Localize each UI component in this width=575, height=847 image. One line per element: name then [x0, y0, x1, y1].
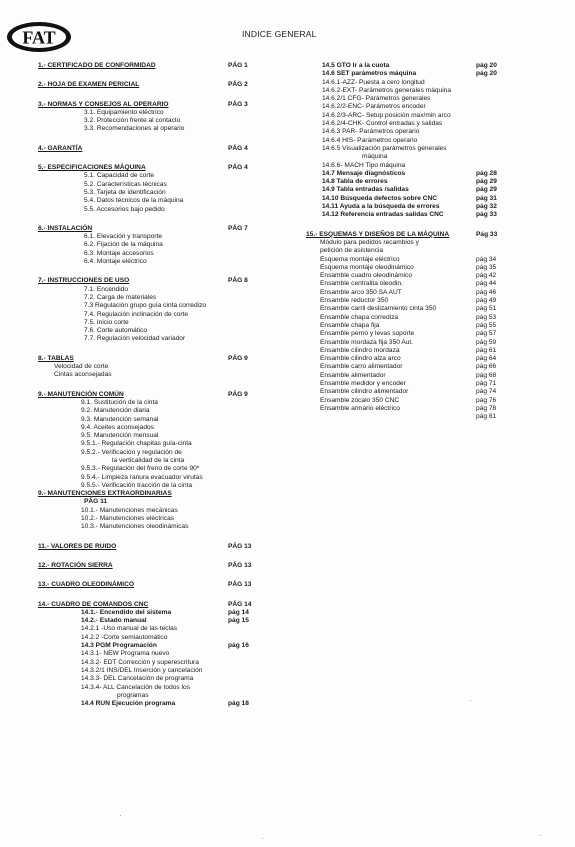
toc-section — [38, 391, 260, 399]
toc-entry — [38, 449, 260, 457]
toc-entry-text: 14.6 SET parámetros máquina — [322, 70, 417, 78]
toc-entry-text: 14.3.4- ALL Cancelación de todos los — [81, 683, 190, 691]
toc-entry-text: 5.1. Capacidad de corte — [84, 172, 155, 180]
toc-entry-text: 14.6.2/1 CFG- Parámetros generales — [322, 95, 431, 103]
toc-entry-text: 3.3. Recomendaciones al operario — [84, 125, 185, 133]
toc-entry-text: Ensamble cuadro oleodinámico — [320, 272, 413, 280]
toc-entry — [38, 659, 260, 667]
toc-entry-text: 14.6.5 Visualización parámetros generales — [322, 144, 447, 152]
toc-entry-text: 8.- TABLAS — [38, 354, 74, 362]
toc-entry — [306, 297, 566, 305]
toc-entry-text: 1.- CERTIFICADO DE CONFORMIDAD — [38, 62, 156, 69]
toc-page-number: PÁG 7 — [228, 224, 248, 232]
toc-page-number: PÁG 3 — [228, 100, 248, 108]
toc-entry — [38, 258, 260, 266]
toc-entry-text: 14.6.3 PAR- Parámetros operario — [322, 128, 420, 136]
toc-entry-text: Ensamble perno y levas soporte — [320, 330, 415, 338]
toc-entry-text: 9.5.2.- Verificación y regulación de — [81, 448, 182, 456]
toc-entry-text: 6.4. Montaje eléctrico — [84, 258, 147, 266]
toc-entry-text: 5.5. Accesorios bajo pedido — [84, 205, 165, 213]
toc-entry-text: 14.8 Tabla de errores — [322, 178, 388, 186]
toc-entry — [38, 302, 260, 310]
toc-entry-text: Ensamble arco 350 SA AUT — [320, 288, 402, 296]
toc-entry-text: 14.2.1 -Uso manual de las teclas — [81, 625, 178, 633]
toc-entry — [38, 241, 260, 249]
toc-entry — [38, 416, 260, 424]
toc-entry-text: 9.3. Manutención semanal — [81, 415, 159, 423]
toc-page-number: pág 14 — [228, 608, 249, 616]
toc-entry — [38, 109, 260, 117]
toc-entry — [306, 413, 566, 421]
toc-entry-text: 3.2. Protección frente al contacto — [84, 117, 181, 125]
toc-entry-text: máquina — [362, 153, 388, 161]
toc-entry-text: 10.2.- Manutenciones eléctricas — [81, 515, 175, 523]
toc-entry-text: 14.2.2 -Corte semiautomático — [81, 633, 168, 641]
toc-entry — [306, 128, 566, 136]
toc-section — [38, 581, 260, 589]
toc-entry-text: 14.6.1-AZZ- Puesta a cero longitud — [322, 78, 425, 86]
toc-entry-text: 5.3. Tarjeta de identificación — [84, 188, 166, 196]
fat-logo — [5, 20, 73, 54]
toc-entry-text: 6.1. Elevación y transporte — [84, 233, 163, 241]
toc-entry — [38, 432, 260, 440]
toc-entry — [38, 507, 260, 515]
toc-entry — [306, 95, 566, 103]
toc-page-number: pág 57 — [476, 330, 497, 338]
toc-entry — [38, 482, 260, 490]
toc-entry-text: 6.2. Fijación de la máquina — [84, 241, 163, 249]
toc-page-number: pág 71 — [476, 379, 497, 387]
toc-entry-text: 9.2. Manutención diaria — [81, 407, 150, 415]
toc-entry-text: 9.5.5.- Verificación tracción de la cinta — [81, 481, 193, 489]
toc-entry-text: 14.1.- Encendido del sistema — [81, 608, 172, 616]
toc-entry — [38, 197, 260, 205]
toc-entry-text: 14.6.4 HIS- Parámetros operario — [322, 136, 418, 144]
toc-entry-text: 14.10 Búsqueda defectos sobre CNC — [322, 194, 438, 202]
toc-section — [38, 225, 260, 233]
toc-entry-text: 9.4. Aceites aconsejados — [81, 423, 154, 431]
toc-page-number: PÁG 9 — [228, 390, 248, 398]
toc-entry — [306, 322, 566, 330]
scan-speck — [262, 838, 263, 839]
toc-entry — [306, 405, 566, 413]
toc-page-number: PÁG 13 — [228, 581, 252, 589]
toc-entry-text: 4.- GARANTÍA — [38, 144, 83, 152]
toc-entry-text: 14.3.3- DEL Cancelación de programa — [81, 675, 194, 683]
toc-entry-text: 14.7 Mensaje diagnósticos — [322, 169, 406, 177]
toc-entry — [306, 103, 566, 111]
toc-page-number: pág 78 — [476, 404, 497, 412]
toc-entry — [306, 363, 566, 371]
toc-entry — [38, 294, 260, 302]
toc-entry-text: Ensamble medidor y encoder — [320, 379, 406, 387]
toc-page-number: pág 28 — [476, 169, 497, 177]
toc-entry — [306, 145, 566, 153]
toc-page-number: pág 51 — [476, 305, 497, 313]
toc-entry — [306, 153, 566, 161]
toc-entry — [306, 137, 566, 145]
toc-section — [38, 101, 260, 109]
toc-entry — [38, 424, 260, 432]
toc-page-number: pág 44 — [476, 280, 497, 288]
toc-page-number: pág 64 — [476, 355, 497, 363]
toc-entry-text: 14.3.1- NEW Programa nuevo — [81, 650, 170, 658]
toc-entry — [38, 399, 260, 407]
toc-page-number: pág 42 — [476, 272, 497, 280]
toc-page-number: pág 16 — [228, 642, 249, 650]
toc-entry-text: programas — [117, 691, 149, 699]
toc-entry — [306, 380, 566, 388]
toc-page-number: PÁG 9 — [228, 354, 248, 362]
toc-entry-text: Ensamble chapa corrediza — [320, 313, 399, 321]
toc-entry-text: 12.- ROTACIÓN SIERRA — [38, 561, 113, 569]
toc-entry-text: Ensamble carro alimentador — [320, 363, 403, 371]
toc-entry-text: 3.- NORMAS Y CONSEJOS AL OPERARIO — [38, 100, 169, 108]
toc-entry — [38, 181, 260, 189]
toc-entry-text: 9.1. Sustitución de la cinta — [81, 398, 158, 406]
toc-page-number: pág 66 — [476, 363, 497, 371]
toc-entry-text: Esquema montaje oleodinámico — [320, 263, 414, 271]
toc-section — [38, 543, 260, 551]
toc-entry — [38, 684, 260, 692]
toc-page-number: pág 81 — [476, 413, 497, 421]
toc-entry-text: Ensamble carril deslizamiento cinta 350 — [320, 305, 437, 313]
toc-entry — [38, 407, 260, 415]
toc-entry-text: 14.3 PGM Programación — [81, 642, 157, 650]
toc-page-number: PÁG 14 — [228, 600, 252, 608]
toc-section — [38, 642, 260, 650]
toc-entry — [38, 286, 260, 294]
toc-entry-text: Ensamble armario eléctrico — [320, 404, 400, 412]
toc-section — [38, 617, 260, 625]
toc-section — [38, 164, 260, 172]
toc-entry-text: 9.- MANUTENCIÓN COMÚN — [38, 390, 124, 398]
toc-page-number: PÁG 2 — [228, 81, 248, 89]
toc-section — [38, 609, 260, 617]
toc-entry — [38, 172, 260, 180]
toc-entry — [306, 79, 566, 87]
toc-entry — [38, 125, 260, 133]
toc-entry — [38, 515, 260, 523]
toc-page-number: PÁG 13 — [228, 542, 252, 550]
toc-entry-text: 14.- CUADRO DE COMANDOS CNC — [38, 600, 149, 608]
toc-section — [38, 145, 260, 153]
toc-entry — [306, 305, 566, 313]
toc-entry — [38, 311, 260, 319]
toc-section — [306, 70, 566, 78]
toc-entry — [306, 162, 566, 170]
toc-entry-text: Ensamble cilindro alimentador — [320, 388, 409, 396]
toc-page-number: pág 29 — [476, 178, 497, 186]
toc-entry-text: Ensamble chapa fija — [320, 321, 380, 329]
toc-entry-text: 6.3. Montaje accesorios — [84, 249, 154, 257]
toc-entry-text: 14.3.2/1 INS/DEL Inserción y cancelación — [81, 666, 203, 674]
toc-page-number: pág 59 — [476, 338, 497, 346]
toc-entry — [38, 634, 260, 642]
toc-entry — [306, 347, 566, 355]
toc-entry-text: PÁG 11 — [84, 498, 108, 506]
toc-entry-text: 7.1. Encendido — [84, 285, 128, 293]
toc-entry — [38, 692, 260, 700]
toc-entry — [38, 250, 260, 258]
toc-entry — [306, 112, 566, 120]
toc-entry — [306, 247, 566, 255]
toc-entry-text: 14.12 Referencia entradas salidas CNC — [322, 211, 444, 219]
toc-page-number: pág 49 — [476, 297, 497, 305]
toc-entry-text: Ensamble centralita oleodin. — [320, 280, 403, 288]
toc-entry — [306, 272, 566, 280]
scan-speck — [540, 835, 541, 836]
toc-entry-text: 14.9 Tabla entradas /salidas — [322, 186, 409, 194]
toc-entry — [38, 675, 260, 683]
toc-entry — [306, 397, 566, 405]
toc-section — [306, 62, 566, 70]
toc-entry-text: 14.6.6- MACH Tipo máquina — [322, 161, 406, 169]
toc-entry — [306, 239, 566, 247]
toc-entry-text: 7.6. Corte automático — [84, 327, 148, 335]
toc-section — [38, 81, 260, 89]
toc-section — [38, 601, 260, 609]
toc-page-number: pág 55 — [476, 321, 497, 329]
toc-entry-text: 14.6.2/4-CHK- Control entradas y salidas — [322, 120, 443, 128]
toc-page-number: PÁG 4 — [228, 144, 248, 152]
toc-page-number: pág 35 — [476, 263, 497, 271]
toc-entry — [38, 465, 260, 473]
toc-entry — [38, 625, 260, 633]
toc-page-number: pág 33 — [476, 211, 497, 219]
toc-entry-text: 7.- INSTRUCCIONES DE USO — [38, 277, 130, 285]
toc-section — [38, 355, 260, 363]
toc-page-number: pág 32 — [476, 203, 497, 211]
toc-entry — [306, 120, 566, 128]
logo-text: FAT — [22, 27, 56, 48]
toc-page-number: pág 20 — [476, 70, 497, 78]
toc-entry-text: 7.3 Regulación grupo guía cinta corredizo — [84, 302, 207, 310]
toc-entry-text: 9.5. Manutención mensual — [81, 432, 159, 440]
toc-section — [38, 277, 260, 285]
toc-entry-text: Ensamble cilindro alza arco — [320, 355, 401, 363]
toc-entry — [38, 457, 260, 465]
toc-page-number: pág 18 — [228, 700, 249, 708]
toc-entry — [38, 233, 260, 241]
toc-entry-text: 14.6.2/2-ENC- Parámetros encoder — [322, 103, 426, 111]
toc-section — [306, 231, 566, 239]
toc-section — [306, 211, 566, 219]
toc-page-number: pág 61 — [476, 346, 497, 354]
toc-entry-text: 9.5.4.- Limpieza ranura evacuador virutas — [81, 473, 203, 481]
toc-entry — [306, 256, 566, 264]
toc-page-number: PÁG 13 — [228, 561, 252, 569]
toc-entry-text: 5.2. Características técnicas — [84, 180, 167, 188]
scan-speck — [120, 815, 121, 816]
toc-section — [38, 562, 260, 570]
toc-entry-text: 6.- INSTALACIÓN — [38, 224, 93, 232]
toc-entry-text: 11.- VALORES DE RUIDO — [38, 542, 117, 550]
toc-entry-text: 14.11 Ayuda a la búsqueda de errores — [322, 203, 440, 211]
toc-entry-text: 14.6.2/3-ARC- Setup posición max/min arco — [322, 111, 451, 119]
right-column — [306, 62, 566, 421]
toc-entry-text: 9.5.1.- Regulación chapitas guía-cinta — [81, 440, 192, 448]
toc-entry-text: 7.2. Carga de materiales — [84, 293, 157, 301]
toc-entry-text: 14.5 GTO Ir a la cuota — [322, 62, 390, 69]
toc-entry-text: 10.3.- Manutenciones oleodinámicas — [81, 523, 189, 531]
toc-entry-text: Ensamble alimentador — [320, 371, 386, 379]
toc-page-number: pág 53 — [476, 313, 497, 321]
toc-entry — [38, 206, 260, 214]
toc-entry-text: 15.- ESQUEMAS Y DISEÑOS DE LA MÁQUINA — [306, 230, 450, 238]
toc-entry — [38, 371, 260, 379]
toc-entry-text: Esquema montaje eléctrico — [320, 255, 400, 263]
toc-entry-text: 9.5.3.- Regulación del freno de corte 90º — [81, 465, 200, 473]
toc-section — [38, 498, 260, 506]
toc-entry-text: 7.4. Regulación inclinación de corte — [84, 310, 189, 318]
toc-page-number: pág 29 — [476, 186, 497, 194]
toc-entry-text: 9.- MANUTENCIONES EXTRAORDINARIAS — [38, 490, 172, 498]
toc-section — [306, 178, 566, 186]
toc-entry — [38, 335, 260, 343]
toc-entry — [38, 523, 260, 531]
toc-entry-text: Ensamble cilindro mordaza — [320, 346, 400, 354]
toc-entry — [38, 440, 260, 448]
toc-section — [306, 170, 566, 178]
toc-entry-text: 14.6.2-EXT- Parámetros generales máquina — [322, 86, 452, 94]
toc-entry-text: Ensamble reductor 350 — [320, 297, 389, 305]
toc-entry-text: Ensamble zócalo 350 CNC — [320, 396, 400, 404]
toc-page-number: pág 46 — [476, 288, 497, 296]
toc-entry-text: Módulo para pedidos recambios y — [320, 238, 419, 246]
toc-entry — [306, 87, 566, 95]
toc-entry-text: petición de asistencia — [320, 247, 384, 255]
scan-speck — [470, 700, 471, 701]
left-column — [38, 62, 260, 708]
toc-entry — [306, 330, 566, 338]
toc-entry-text: Velocidad de corte — [54, 363, 109, 371]
toc-entry-text: Cintas aconsejadas — [54, 371, 112, 379]
toc-page-number: pág 68 — [476, 371, 497, 379]
toc-entry — [38, 650, 260, 658]
toc-entry-text: 3.1. Equipamiento eléctrico — [84, 108, 164, 116]
toc-entry — [306, 264, 566, 272]
toc-entry-text: 5.4. Datos técnicos de la máquina — [84, 197, 184, 205]
toc-entry-text: 5.- ESPECIFICACIONES MÁQUINA — [38, 164, 146, 172]
toc-entry — [38, 319, 260, 327]
toc-page-number: pág 76 — [476, 396, 497, 404]
toc-page-number: Pág 33 — [476, 230, 498, 238]
toc-entry — [306, 289, 566, 297]
toc-section — [306, 186, 566, 194]
toc-entry-text: 14.4 RUN Ejecución programa — [81, 700, 176, 708]
toc-entry-text: la verticalidad de la cinta — [112, 456, 185, 464]
toc-section — [306, 195, 566, 203]
toc-entry-text: 7.5. Inicio corte — [84, 318, 129, 326]
toc-entry-text: 2.- HOJA DE EXAMEN PERICIAL — [38, 81, 140, 89]
toc-entry — [38, 667, 260, 675]
toc-entry-text: 10.1.- Manutenciones mecánicas — [81, 506, 178, 514]
toc-page-number: PÁG 8 — [228, 277, 248, 285]
toc-entry — [306, 280, 566, 288]
toc-page-number: PÁG 4 — [228, 164, 248, 172]
toc-section — [306, 203, 566, 211]
toc-entry — [306, 314, 566, 322]
toc-entry — [306, 355, 566, 363]
toc-entry — [306, 388, 566, 396]
toc-entry-text: Ensamble mordaza fija 350 Aut. — [320, 338, 414, 346]
toc-entry-text: 13.- CUADRO OLEODINÁMICO — [38, 581, 134, 589]
toc-page-number: pág 20 — [476, 62, 497, 69]
toc-section — [38, 490, 260, 498]
toc-section — [38, 62, 260, 70]
toc-entry — [306, 372, 566, 380]
toc-entry — [38, 363, 260, 371]
toc-entry — [38, 474, 260, 482]
toc-entry — [306, 339, 566, 347]
toc-section — [38, 700, 260, 708]
toc-page-number: pág 74 — [476, 388, 497, 396]
toc-entry — [38, 117, 260, 125]
toc-page-number: pág 34 — [476, 255, 497, 263]
toc-entry-text: 14.2.- Estado manual — [81, 617, 147, 625]
toc-page-number: pág 15 — [228, 617, 249, 625]
toc-page-number: pág 31 — [476, 194, 497, 202]
toc-entry-text: 14.3.2- EDT Corrección y superescritura — [81, 658, 199, 666]
toc-entry — [38, 189, 260, 197]
page-title: INDICE GENERAL — [242, 29, 317, 39]
toc-entry-text: 7.7. Regulación velocidad variador — [84, 335, 186, 343]
toc-page-number: PÁG 1 — [228, 62, 248, 69]
toc-entry — [38, 327, 260, 335]
